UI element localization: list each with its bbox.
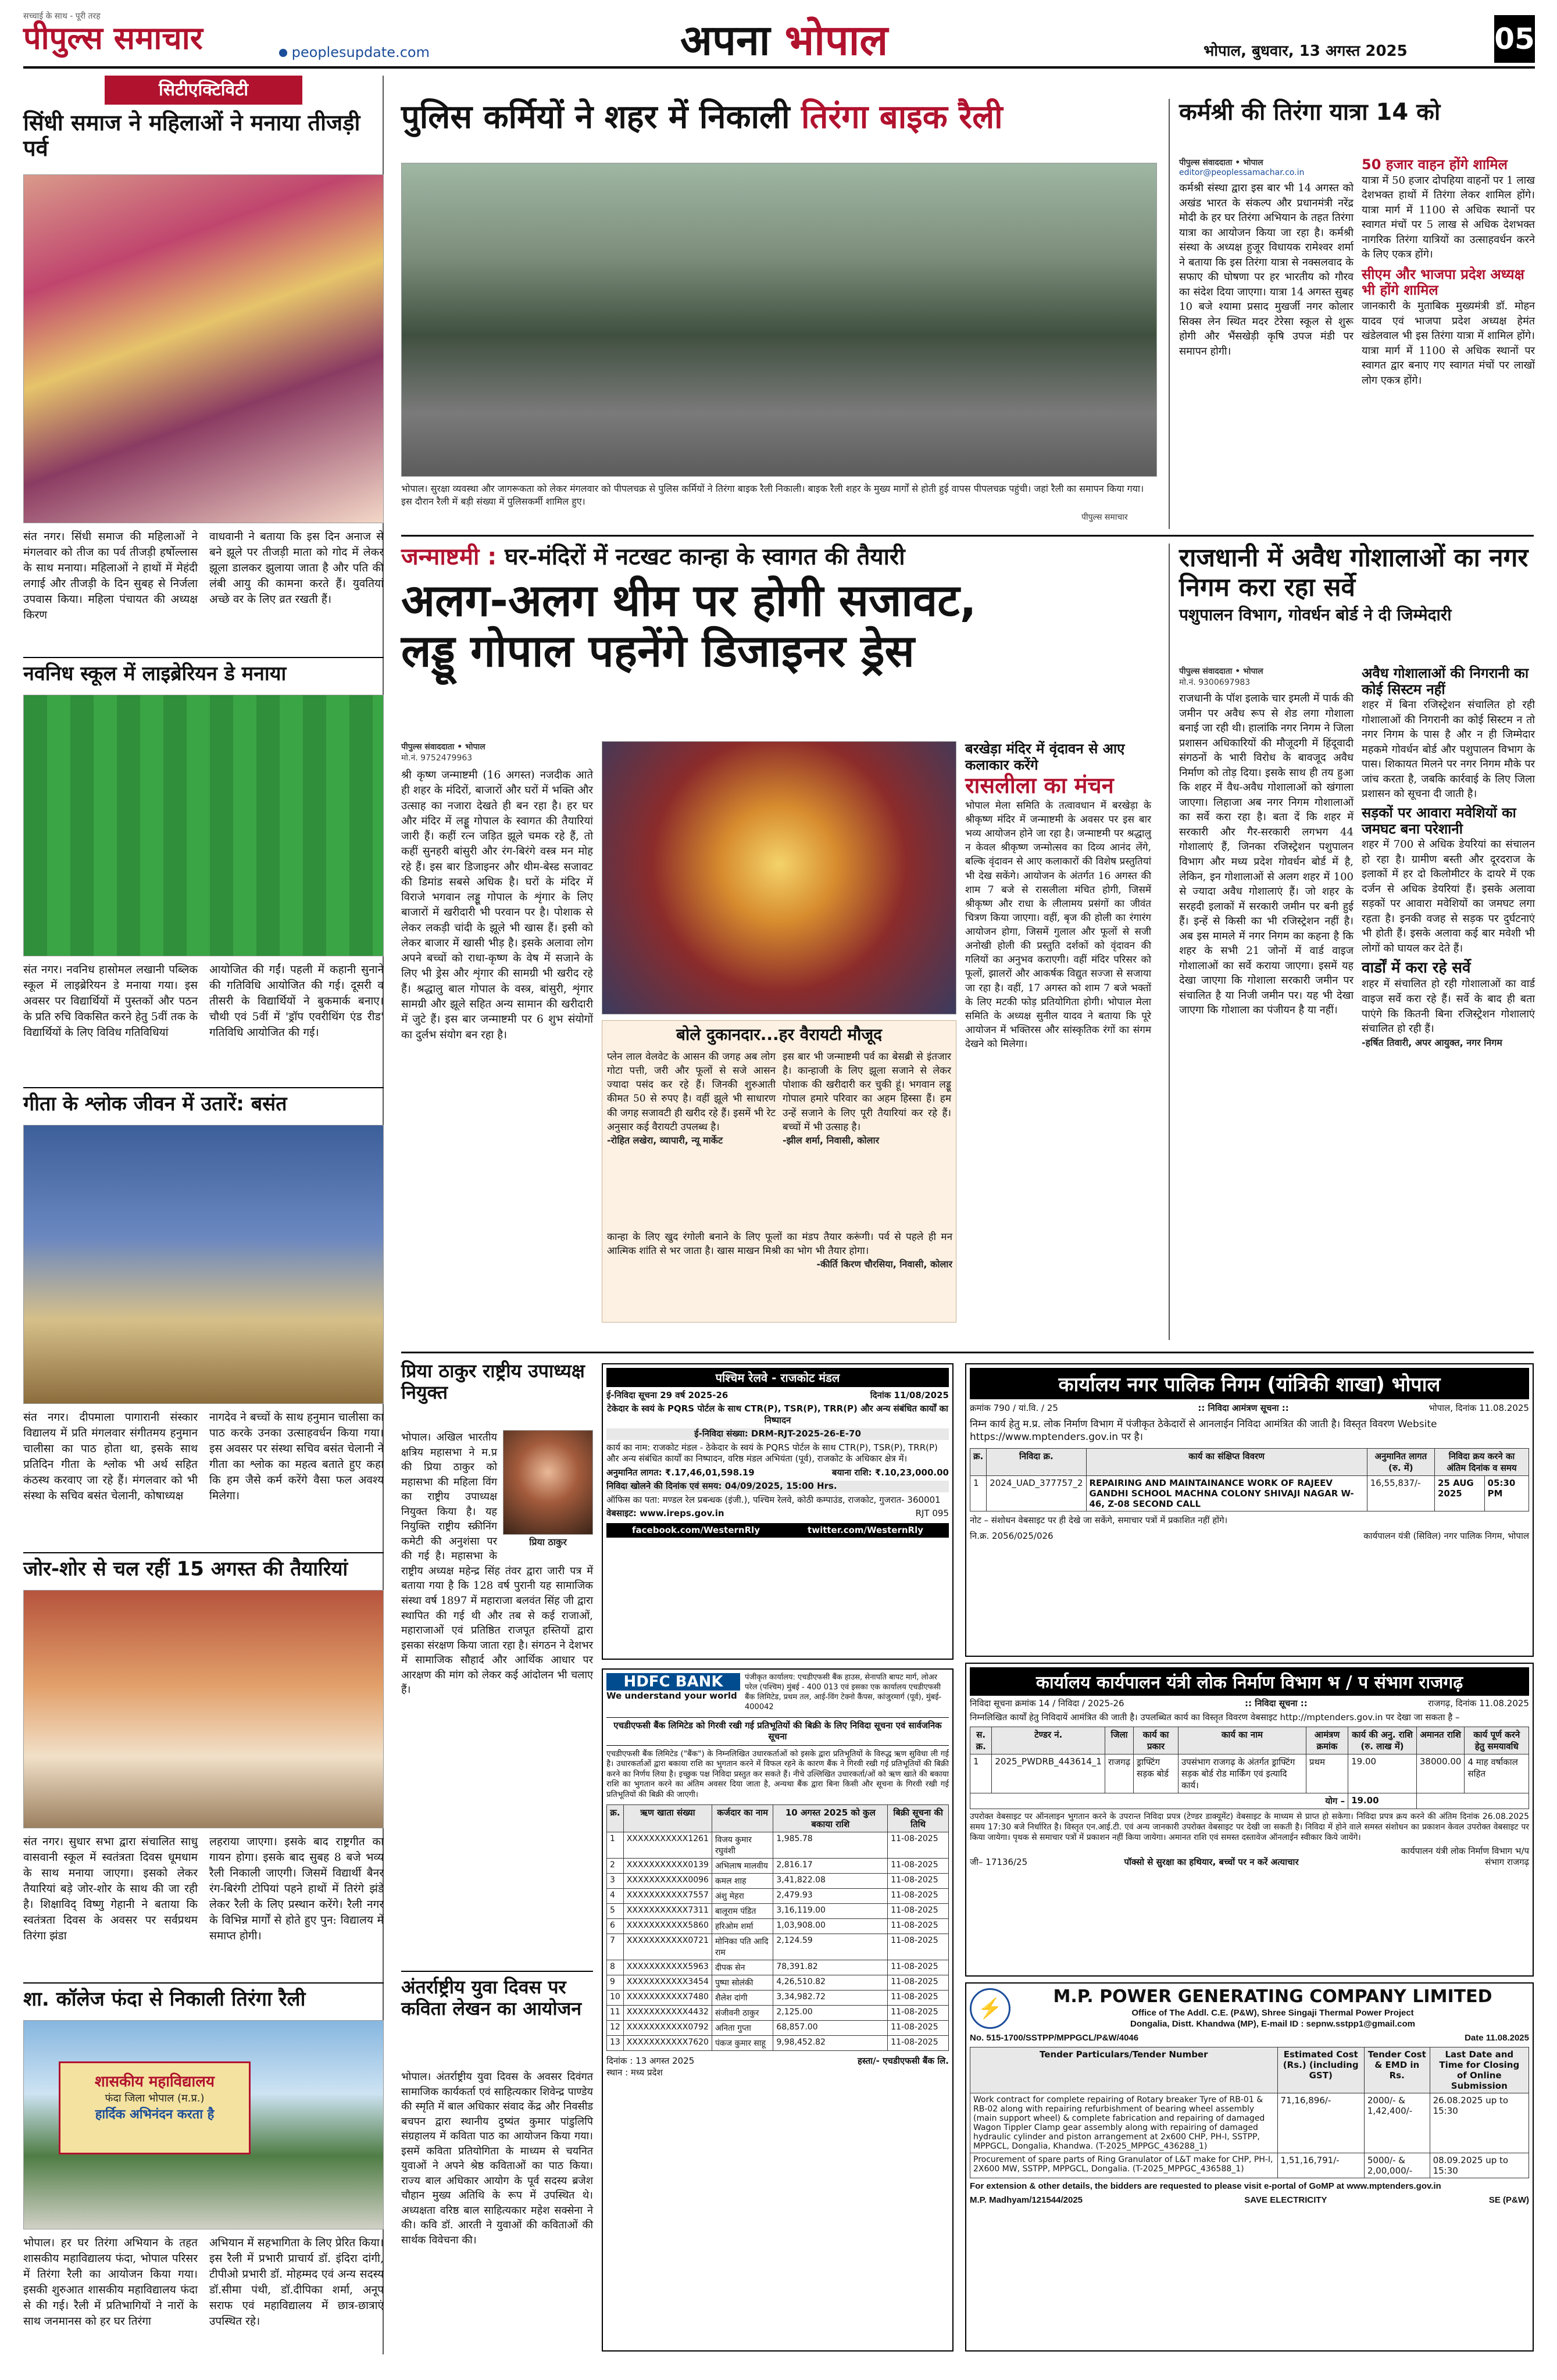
police-rally-credit: पीपुल्स समाचार xyxy=(1081,513,1128,522)
col-header: स. क्र. xyxy=(970,1727,992,1754)
quote-2: इस बार भी जन्माष्टमी पर्व का बेसब्री से इंतजार है। कान्हाजी के लिए झूला सजाने से लेकर पोशाक की खरीदारी कर चुकी हूं। भगवान लड्डू गोपाल हमारे परिवार का अहम हिस्सा हैं। हम उन्हें सजाने के लिए पूरी तैयारियां कर रहे हैं। बच्चों में भी उत्साह है। xyxy=(783,1051,951,1133)
story-librarian-headline: नवनिध स्कूल में लाइब्रेरियन डे मनाया xyxy=(23,662,287,685)
janmashtami-byline: पीपुल्स संवाददाता • भोपाल xyxy=(401,742,485,752)
goshala-text-d: शहर में संचालित हो रही गोशालाओं का वार्ड वाइज सर्वे करा रहे हैं। सर्वे के बाद ही बता पाएंगे कि कितनी बिना रजिस्ट्रेशन गोशालाएं संचालित हो रही हैं। xyxy=(1362,978,1535,1035)
col-header: Last Date and Time for Closing of Online Submission xyxy=(1430,2047,1529,2093)
goshala-byline: पीपुल्स संवाददाता • भोपाल xyxy=(1179,667,1263,676)
divider xyxy=(401,1971,593,1972)
hdfc-notice-head: एचडीएफसी बैंक लिमिटेड को गिरवी रखी गई प्रतिभूतियों की बिक्री के लिए निविदा सूचना एवं सार्वजनिक सूचना xyxy=(606,1717,949,1746)
table-row: 13 XXXXXXXXXXX7620 पंकज कुमार साहू 9,98,452.82 11-08-2025 xyxy=(607,2036,949,2051)
col-header: अमानत राशि xyxy=(1416,1727,1465,1754)
divider xyxy=(23,1552,384,1553)
hdfc-logo: HDFC BANK xyxy=(606,1673,740,1691)
col-header: ऋण खाता संख्या xyxy=(623,1805,712,1832)
story-aug15-text-b: लहराया जाएगा। इसके बाद राष्ट्रगीत का गायन होगा। इसके बाद सुबह 8 बजे भव्य रैली निकाली जाएगी। जिसमें विद्यार्थी बैनर रंग-बिरंगी टोपियां पहने हाथों में तिरंगे झंडे लेकर रैली के लिए प्रस्थान करेंगे। रैली नगर के विभिन्न मार्गों से होते हुए पुन: विद्यालय में समाप्त होगी। xyxy=(209,1835,384,1942)
railway-work-name: कार्य का नाम: राजकोट मंडल - ठेकेदार के स्वयं के PQRS पोर्टल के साथ CTR(P), TSR(P), TRR(P) और अन्य संबंधित कार्यों का निष्पादन, वरिष्ठ मंडल अभियंता (पूर्व), राजकोट के अधिकार क्षेत्र में। xyxy=(606,1442,938,1464)
mppgcl-sign: SE (P&W) xyxy=(1488,2195,1529,2205)
left-column xyxy=(23,76,384,2354)
railway-notice-date: दिनांक 11/08/2025 xyxy=(870,1390,949,1400)
shopkeeper-headline: बोले दुकानदार...हर वैरायटी मौजूद xyxy=(676,1025,882,1044)
goshala-story xyxy=(1169,544,1534,1340)
railway-facebook-link[interactable]: facebook.com/WesternRly xyxy=(632,1524,760,1535)
photo-police-bike-rally xyxy=(401,163,1157,477)
hdfc-signatory: हस्ता/- एचडीएफसी बैंक लि. xyxy=(857,2056,949,2067)
table-row: 3 XXXXXXXXXXX0096 कमल शाह 3,41,822.08 11-08-2025 xyxy=(607,1874,949,1889)
col-header: निविदा क्रय करने का अंतिम दिनांक व समय xyxy=(1434,1448,1529,1475)
col-header: अनुमानित लागत (रु. में) xyxy=(1367,1448,1434,1475)
janmashtami-text-a: श्री कृष्ण जन्माष्टमी (16 अगस्त) नजदीक आते ही शहर के मंदिरों, बाजारों और घरों में भक्ति और उत्साह का नजारा देखते ही बन रहा है। हर घर और मंदिर में लड्डू गोपाल के स्वागत की तैयारियां जारी हैं। कहीं रत्न जड़ित झूले चमक रहे हैं, तो कहीं सुनहरी बांसुरी और रंग-बिरंगे वस्त्र मन मोह रहे हैं। इस बार डिजाइनर और थीम-बेस्ड सजावट की डिमांड सबसे अधिक है। घरों के मंदिर में विराजे भगवान लड्डू गोपाल के शृंगार के लिए बाजारों में खरीदारी भी परवान पर है। पोशाक से लेकर लकड़ी चांदी के झूले भी खास हैं। इसी को लेकर बाजार में खासी भीड़ है। इसके अलावा लोग अपने बच्चों को राधा-कृष्ण के वेष में सजाने के लिए भी ड्रेस और शृंगार की सामग्री भी खरीद रहे हैं। श्रद्धालु बाल गोपाल के वस्त्र, बांसुरी, शृंगार सामग्री और झूले सहित अन्य सामान की खरीदारी में जुटे हैं। इस बार जन्माष्टमी पर 6 शुभ संयोगों का दुर्लभ संयोग बन रहा है। xyxy=(401,769,593,1041)
karmashri-text-c: जानकारी के मुताबिक मुख्यमंत्री डॉ. मोहन यादव एवं भाजपा प्रदेश अध्यक्ष हेमंत खंडेलवाल भी इस तिरंगा यात्रा में शामिल होंगे। यात्रा मार्ग में 1100 से अधिक स्थानों पर स्वागत द्वार बनाए गए स्वागत मंचों पर लाखों लोग एकत्र होंगे। xyxy=(1362,300,1535,387)
raslila-box xyxy=(965,741,1151,1051)
nagar-nigam-intro: निम्न कार्य हेतु म.प्र. लोक निर्माण विभाग में पंजीकृत ठेकेदारों से आनलाईन निविदा आमंत्रित की जाती है। विस्तृत विवरण Website https://www.mptenders.gov.in पर है। xyxy=(970,1418,1437,1443)
nagar-nigam-sign: कार्यपालन यंत्री (सिविल) नगर पालिक निगम, भोपाल xyxy=(1363,1531,1529,1542)
masthead-tagline: सच्चाई के साथ - पूरी तरह xyxy=(23,12,101,21)
table-row: 1 2024_UAD_377757_2 REPAIRING AND MAINTAINANCE WORK OF RAJEEV GANDHI SCHOOL MACHNA COLONY SHIVAJI NAGAR W-46, Z-08 SECOND CALL 16,55,837/- 25 AUG 2025 05:30 PM xyxy=(970,1475,1529,1511)
nagar-nigam-ref: क्रमांक 790 / यां.वि. / 25 xyxy=(970,1403,1058,1413)
story-fanda-text-b: अभियान में सहभागिता के लिए प्रेरित किया। इस रैली में प्रभारी प्राचार्य डॉ. इंदिरा दांगी, टीपीओ प्रभारी डॉ. मोहम्मद एवं अन्य सदस्य डॉ.सीमा पंथी, डॉ.दीपिका शर्मा, अनूप सराफ एवं महाविद्यालय में छात्र-छात्राएं उपस्थित रहे। xyxy=(209,2236,384,2328)
quote-1-by: -रोहित लखेरा, व्यापारी, न्यू मार्केट xyxy=(607,1134,723,1146)
goshala-text-a: राजधानी के पॉश इलाके चार इमली में पार्क की जमीन पर अवैध रूप से शेड लगा गोशाला बनाई जा रही थी। हालांकि नगर निगम ने जिला प्रशासन अधिकारियों की मौजूदगी में हिंदूवादी संगठनों के भारी विरोध के बावजूद अवैध निर्माण को तोड़ दिया। इसके साथ ही तय हुआ कि शहर में वैध-अवैध गोशालाओं को खंगाला जाएगा। लिहाजा अब नगर निगम गोशालाओं का सर्वे करा रहा है। बता दें कि शहर में सरकारी और गैर-सरकारी लगभग 44 गोशालाएं हैं, जिनका रजिस्ट्रेशन पशुपालन विभाग और मध्य प्रदेश गोवर्धन बोर्ड में है, लेकिन, इन गोशालाओं से अलग शहर में 100 से ज्यादा अवैध गोशालाएं हैं। जो शहर के सरहदी इलाकों में सरकारी जमीन पर बनी हुई हैं। इन्हें से किसी का भी रजिस्ट्रेशन नहीं है। अब इस मामले में नगर निगम का कहना है कि शहर के सभी 21 जोनों में वार्ड वाइज गोशालाओं का सर्वे कराया जाएगा। इसमें यह देखा जाएगा कि गोशाला सरकारी जमीन पर संचालित है या निजी जमीन पर। यह भी देखा जाएगा कि गोशाला का पंजीयन है या नहीं। xyxy=(1179,692,1354,1017)
police-rally-headline: पुलिस कर्मियों ने शहर में निकाली तिरंगा बाइक रैली xyxy=(401,98,1003,136)
raslila-text: भोपाल मेला समिति के तत्वावधान में बरखेड़ा के श्रीकृष्ण मंदिर में जन्माष्टमी के अवसर पर इस बार भव्य आयोजन होने जा रहा है। जन्माष्टमी पर श्रद्धालु न केवल श्रीकृष्ण जन्मोत्सव का दिव्य आनंद लेंगे, बल्कि वृंदावन से आए कलाकारों की विशेष प्रस्तुतियां भी देख सकेंगे। आयोजन के अंतर्गत 16 अगस्त की शाम 7 बजे से रासलीला मंचित होगी, जिसमें श्रीकृष्ण और राधा के लीलामय प्रसंगों का जीवंत चित्रण किया जाएगा। वहीं, बृज की होली का रंगारंग आयोजन होगा, जिसमें गुलाल और फूलों से सजी अनोखी होली की प्रस्तुति दर्शकों को वृंदावन की गलियों का अनुभव कराएगी। वहीं मंदिर परिसर को फूलों, झालरों और आकर्षक विद्युत सज्जा से सजाया जा रहा है। वहीं, 17 अगस्त को शाम 7 बजे भक्तों के लिए मटकी फोड़ प्रतियोगिता होगी। भोपाल मेला समिति के अध्यक्ष सुनील यादव ने बताया कि पूरे आयोजन में भक्तिरस और सांस्कृतिक रंगों का संगम देखने को मिलेगा। xyxy=(965,799,1151,1050)
table-row: 6 XXXXXXXXXXX5860 हरिओम शर्मा 1,03,908.00 11-08-2025 xyxy=(607,1919,949,1934)
quote-1: प्लेन लाल वेलवेट के आसन की जगह अब लोग गोटा पत्ती, जरी और फूलों से सजे आसन ज्यादा पसंद कर रहे हैं। जिनकी शुरुआती कीमत 50 से रुपए है। वहीं झूले भी साधारण की जगह सजावटी ही खरीद रहे हैं। इसमें भी रेट अनुसार कई वैरायटी उपलब्ध है। xyxy=(607,1051,776,1133)
mppgcl-office: Office of The Addl. C.E. (P&W), Shree Singaji Thermal Power Project xyxy=(1131,2007,1414,2018)
hdfc-date: दिनांक : 13 अगस्त 2025 xyxy=(606,2056,695,2067)
section-title: अपना भोपाल xyxy=(680,16,888,65)
table-row: 10 XXXXXXXXXXX7480 शैलेश दांगी 3,34,982.72 11-08-2025 xyxy=(607,1991,949,2006)
story-teejdi-text-b: वाधवानी ने बताया कि इस दिन अनाज से बने झूले पर तीजड़ी माता को गोद में लेकर झूला डालकर झुलाया जाता है और पति की लंबी आयु की कामना करते हैं। युवतियां अच्छे वर के लिए व्रत रखती हैं। xyxy=(209,530,384,606)
karmashri-email[interactable]: editor@peoplessamachar.co.in xyxy=(1179,168,1305,177)
divider xyxy=(23,657,384,658)
city-activity-tag: सिटीएक्टिविटी xyxy=(105,76,302,105)
shopkeeper-box xyxy=(602,1020,956,1323)
goshala-sub2: सड़कों पर आवारा मवेशियों का जमघट बना परेशानी xyxy=(1362,805,1516,837)
janmashtami-headline-1: अलग-अलग थीम पर होगी सजावट, xyxy=(401,574,977,626)
col-header: कार्य का प्रकार xyxy=(1134,1727,1179,1754)
railway-closing: निविदा खोलने की दिनांक एवं समय: 04/09/2025, 15:00 Hrs. xyxy=(606,1481,949,1492)
story-gita-text-a: संत नगर। दीपमाला पागारानी संस्कार विद्यालय में प्रति मंगलवार संगीतमय हनुमान चालीसा का पाठ होता था, इसके साथ प्रतिदिन गीता के श्लोक भी अर्थ सहित कंठस्थ करवाए जा रहे हैं। मंगलवार को भी संस्था के सचिव बसंत चेलानी, कोषाध्यक्ष xyxy=(23,1411,198,1502)
col-header: Tender Particulars/Tender Number xyxy=(970,2047,1278,2093)
goshala-headline: राजधानी में अवैध गोशालाओं का नगर निगम करा रहा सर्वे xyxy=(1179,543,1529,602)
divider xyxy=(23,1087,384,1088)
pwd-intro: निम्नलिखित कार्यों हेतु निविदायें आमंत्रित की जाती है। उपलब्धित कार्य का विस्तृत विवरण वेबसाइट http://mptenders.gov.in पर देखा जा सकता है – xyxy=(970,1711,1460,1723)
nagar-nigam-title: कार्यालय नगर पालिक निगम (यांत्रिकी शाखा) भोपाल xyxy=(970,1368,1529,1399)
col-header: कार्य पूर्ण करने हेतु समयावधि xyxy=(1465,1727,1529,1754)
mppgcl-address: Dongalia, Distt. Khandwa (MP), E-mail ID : sepnw.sstpp1@gmail.com xyxy=(1130,2019,1415,2029)
railway-office: ऑफिस का पता: मण्डल रेल प्रबन्धक (इंजी.), पश्चिम रेलवे, कोठी कम्पाउंड, राजकोट, गुजरात- 360001 xyxy=(606,1494,941,1505)
table-row: 2 XXXXXXXXXXX0139 अभिलाष मालवीय 2,816.17 11-08-2025 xyxy=(607,1859,949,1874)
railway-code: RJT 095 xyxy=(915,1508,949,1518)
story-aug15-headline: जोर-शोर से चल रहीं 15 अगस्त की तैयारियां xyxy=(23,1557,348,1581)
col-header: कार्य का नाम xyxy=(1178,1727,1306,1754)
quote-3: कान्हा के लिए खुद रंगोली बनाने के लिए फूलों का मंडप तैयार करूंगी। पर्व से पहले ही मन आत्मिक शांति से भर जाता है। खास माखन मिश्री का भोग भी तैयार होगा। xyxy=(607,1231,952,1257)
karmashri-col-b xyxy=(1362,157,1535,388)
priya-headline: प्रिया ठाकुर राष्ट्रीय उपाध्यक्ष नियुक्त xyxy=(401,1360,585,1403)
police-rally-caption: भोपाल। सुरक्षा व्यवस्था और जागरूकता को लेकर मंगलवार को पीपलचक्र से पुलिस कर्मियों ने तिरंगा बाइक रैली निकाली। बाइक रैली शहर के मुख्य मार्गों से होती हुई वापस पीपलचक्र पहुंची। जहां रैली का समापन किया गया। इस दौरान रैली में बड़ी संख्या में पुलिसकर्मी शामिल हुए। xyxy=(401,483,1144,507)
col-header: बिक्री सूचना की तिथि xyxy=(888,1805,949,1832)
table-row: 1 XXXXXXXXXXX1261 विजय कुमार रघुवंशी 1,985.78 11-08-2025 xyxy=(607,1832,949,1859)
railway-website[interactable]: वेबसाइट: www.ireps.gov.in xyxy=(606,1508,724,1518)
masthead-logo: पीपुल्स समाचार xyxy=(23,19,203,56)
pwd-title: कार्यालय कार्यपालन यंत्री लोक निर्माण विभाग भ / प संभाग राजगढ़ xyxy=(970,1667,1529,1696)
nagar-nigam-no: नि.क्र. 2056/025/026 xyxy=(970,1531,1054,1542)
nagar-nigam-date: भोपाल, दिनांक 11.08.2025 xyxy=(1429,1403,1529,1413)
janmashtami-story xyxy=(401,544,1151,1340)
story-fanda-headline: शा. कॉलेज फंदा से निकाली तिरंगा रैली xyxy=(23,1988,306,2011)
mppgcl-madhyam: M.P. Madhyam/121544/2025 xyxy=(970,2195,1083,2205)
pwd-slogan: पॉक्सो से सुरक्षा का हथियार, बच्चों पर न करें अत्याचार xyxy=(1124,1857,1299,1868)
photo-laddu-gopal xyxy=(602,741,956,1014)
nagar-nigam-notice-title: :: निविदा आमंत्रण सूचना :: xyxy=(1198,1403,1289,1413)
story-gita-headline: गीता के श्लोक जीवन में उतारें: बसंत xyxy=(23,1092,287,1116)
story-librarian-text-b: आयोजित की गईं। पहली में कहानी सुनाने की गतिविधि आयोजित की गई। दूसरी व तीसरी के विद्यार्थियों ने बुकमार्क बनाए। चौथी एवं 5वीं में 'ड्रॉप एवरीथिंग एंड रीड' गतिविधि आयोजित की गई। xyxy=(209,963,384,1039)
janmashtami-kicker: जन्माष्टमी : घर-मंदिरों में नटखट कान्हा के स्वागत की तैयारी xyxy=(401,544,905,570)
college-banner: शासकीय महाविद्यालय फंदा जिला भोपाल (म.प्र.) हार्दिक अभिनंदन करता है xyxy=(59,2061,251,2154)
karmashri-sub2: सीएम और भाजपा प्रदेश अध्यक्ष भी होंगे शामिल xyxy=(1362,266,1524,299)
photo-aug15 xyxy=(23,1590,384,1828)
nagar-nigam-tender-ad xyxy=(965,1363,1534,1657)
goshala-sub3: वार्डों में करा रहे सर्वे xyxy=(1362,959,1471,977)
col-header: क्र. xyxy=(970,1448,987,1475)
goshala-text-c: शहर में 700 से अधिक डेयरियां का संचालन हो रहा है। ग्रामीण बस्ती और दूरदराज के इलाकों में हर दो किलोमीटर के दायरे में एक दर्जन से अधिक डेयरियां हैं। इसके अलावा सड़कों पर आवारा मवेशियों का जमघट लगा रहता है। इनकी वजह से सड़क पर दुर्घटनाएं भी होती हैं। इसके अलावा कई बार मवेशी भी लोगों को घायल कर देते हैं। xyxy=(1362,838,1535,955)
photo-teejdi xyxy=(23,174,384,523)
page-number: 05 xyxy=(1494,15,1535,63)
janmashtami-mobile: मो.नं. 9752479963 xyxy=(401,753,473,763)
mppgcl-ref: No. 515-1700/SSTPP/MPPGCL/P&W/4046 xyxy=(970,2032,1139,2043)
table-row: 1 2025_PWDRB_443614_1 राजगढ़ ड्राफ्टिंग सड़क बोर्ड उपसंभाग राजगढ़ के अंतर्गत ड्राफ्टिंग सड़क बोर्ड रोड मार्किंग एवं इत्यादि कार्य। प्रथम 19.00 38000.00 4 माह वर्षाकाल सहित xyxy=(970,1754,1529,1793)
table-row: 12 XXXXXXXXXXX0792 अनिता गुप्ता 68,857.00 11-08-2025 xyxy=(607,2021,949,2036)
goshala-text-b: शहर में बिना रजिस्ट्रेशन संचालित हो रही गोशालाओं की निगरानी का कोई सिस्टम न तो नगर निगम के पास है और न ही जिम्मेदार महकमे गोवर्धन बोर्ड और पशुपालन विभाग के पास। शिकायत मिलने पर नगर निगम मौके पर जांच करता है, जबकि कार्रवाई के लिए जिला प्रशासन को सूचना दी जाती है। xyxy=(1362,699,1535,801)
photo-fanda-rally xyxy=(23,2020,384,2229)
hdfc-notice-text: एचडीएफसी बैंक लिमिटेड ("बैंक") के निम्नलिखित उधारकर्ताओं को इसके द्वारा प्रतिभूतियों के विरुद्ध ऋण सुविधा ली गई है। उधारकर्ताओं द्वारा बकाया राशि का भुगतान करने में विफल रहने के कारण बैंक ने गिरवी रखी गई प्रतिभूतियों की बिक्री करने का निर्णय लिया है। इच्छुक पक्ष निविदा प्रस्तुत कर सकते हैं। नीचे उल्लिखित उधारकर्ता/ओं को ऋण खाते की बकाया राशि का भुगतान करने का अंतिम अवसर दिया जाता है, अन्यथा बैंक द्वारा बिना किसी और सूचना के गिरवी रखी गई प्रतिभूतियों की बिक्री की जाएगी। xyxy=(606,1749,949,1799)
youth-headline: अंतर्राष्ट्रीय युवा दिवस पर कविता लेखन का आयोजन xyxy=(401,1976,582,2020)
table-row: 7 XXXXXXXXXXX0721 मोनिका पति आदि राम 2,124.59 11-08-2025 xyxy=(607,1934,949,1960)
mppgcl-table xyxy=(970,2047,1529,2178)
goshala-text-d-by: -हर्षित तिवारी, अपर आयुक्त, नगर निगम xyxy=(1362,1037,1502,1048)
karmashri-text-b: यात्रा में 50 हजार दोपहिया वाहनों पर 1 लाख देशभक्त हाथों में तिरंगा लेकर शामिल होंगे। यात्रा मार्ग में 1100 से अधिक स्थानों पर स्वागत मंचों पर 5 लाख से अधिक देशभक्त नागरिक तिरंगा यात्रियों का उत्साहवर्धन करने के लिए एकत्र होंगे। xyxy=(1362,174,1535,261)
railway-cost: अनुमानित लागत: ₹.17,46,01,598.19 xyxy=(606,1467,755,1478)
mppgcl-logo-icon: ⚡ xyxy=(970,1988,1010,2029)
janmashtami-headline-2: लड्डू गोपाल पहनेंगे डिजाइनर ड्रेस xyxy=(401,625,915,677)
divider xyxy=(401,1352,1534,1353)
pwd-notice-title: :: निविदा सूचना :: xyxy=(1244,1698,1308,1709)
hdfc-table xyxy=(606,1804,949,2051)
railway-notice-no: ई-निविदा सूचना 29 वर्ष 2025-26 xyxy=(606,1390,728,1400)
quote-3-by: -कीर्ति किरण चौरसिया, निवासी, कोलार xyxy=(816,1259,952,1270)
janmashtami-col-a xyxy=(401,741,593,1043)
raslila-headline: रासलीला का मंचन xyxy=(965,773,1114,799)
col-header: क्र. xyxy=(607,1805,624,1832)
hdfc-bank-notice xyxy=(602,1668,954,2352)
pwd-ref: निविदा सूचना क्रमांक 14 / निविदा / 2025-26 xyxy=(970,1698,1124,1709)
railway-tender-ad xyxy=(602,1363,954,1660)
masthead xyxy=(23,10,1535,69)
hdfc-tagline: We understand your world xyxy=(606,1691,737,1701)
table-row: 5 XXXXXXXXXXX7311 बालूराम पंडित 3,16,119.00 11-08-2025 xyxy=(607,1904,949,1919)
railway-tender-no: ई-निविदा संख्या: DRM-RJT-2025-26-E-70 xyxy=(606,1428,949,1440)
table-row: Procurement of spare parts of Ring Granulator of L&T make for CHP, PH-I, 2X600 MW, SSTPP, MPPGCL, Dongalia. (T-2025_MPPGC_436588_1) 1,51,16,791/- 5000/- & 2,00,000/- 08.09.2025 up to 15:30 xyxy=(970,2153,1529,2178)
photo-gita xyxy=(23,1125,384,1404)
col-header: Tender Cost & EMD in Rs. xyxy=(1364,2047,1430,2093)
table-total-row: योग – 19.00 xyxy=(970,1793,1529,1809)
nagar-nigam-table xyxy=(970,1448,1529,1511)
mppgcl-date: Date 11.08.2025 xyxy=(1465,2032,1529,2043)
pwd-sign: कार्यपालन यंत्री लोक निर्माण विभाग भ/प संभाग राजगढ़ xyxy=(1401,1845,1529,1868)
railway-work-title: टेकेदार के स्वयं के PQRS पोर्टल के साथ CTR(P), TSR(P), TRR(P) और अन्य संबंधित कार्यों का निष्पादन xyxy=(607,1403,948,1425)
karmashri-byline: पीपुल्स संवाददाता • भोपाल xyxy=(1179,158,1263,167)
divider xyxy=(23,1982,384,1984)
pwd-notes: उपरोक्त वेबसाइट पर ऑनलाइन भुगतान करने के उपरान्त निविदा प्रपत्र (टेण्डर डाक्यूमेंट) वेबसाइट के माध्यम से प्राप्त हो सकेगा। निविदा प्रपत्र क्रय करने की अंतिम दिनांक 26.08.2025 समय 17:30 बजे निर्धारित है। विस्तृत एन.आई.टी. एवं अन्य जानकारी उपरोक्त वेबसाइट पर देखी जा सकती है। निविदा में होने वाले समस्त संशोधन का प्रकाशन केवल उपरोक्त वेबसाइट पर किया जायेगा। पृथक से समाचार पत्रों में प्रकाशन नहीं किया जायेगा। अमानत राशि एवं समस्त दस्तावेज ऑनलाईन स्वीकार किये जायेंगे। xyxy=(970,1812,1529,1843)
youth-text: भोपाल। अंतर्राष्ट्रीय युवा दिवस के अवसर दिवंगत सामाजिक कार्यकर्ता एवं साहित्यकार शिवेन्द्र पाण्डेय की स्मृति में बाल अधिकार संवाद केंद्र और निवसीड बचपन द्वारा स्थानीय दुष्यंत कुमार पांडुलिपि संग्रहालय में कविता पाठ का आयोजन किया गया। इसमें कविता प्रतियोगिता के माध्यम से चयनित युवाओं ने अपने श्रेष्ठ कविताओं का पाठ किया। राज्य बाल अधिकार आयोग के पूर्व सदस्य ब्रजेश चौहान मुख्य अतिथि के रूप में उपस्थित थे। अध्यक्षता वरिष्ठ बाल साहित्यकार महेश सक्सेना ने की। कवि डॉ. आरती ने युवाओं की कविताओं की सार्थक विवेचना की। xyxy=(401,2071,593,2247)
hdfc-place: स्थान : मध्य प्रदेश xyxy=(606,2067,663,2078)
col-header: जिला xyxy=(1105,1727,1133,1754)
railway-twitter-link[interactable]: twitter.com/WesternRly xyxy=(808,1524,923,1535)
masthead-site[interactable]: peoplesupdate.com xyxy=(279,44,430,60)
col-header: कार्य की अनु. राशि (रु. लाख में) xyxy=(1348,1727,1417,1754)
divider xyxy=(401,535,1534,537)
story-teejdi-headline: सिंधी समाज ने महिलाओं ने मनाया तीजड़ी पर्व xyxy=(23,110,360,161)
priya-photo-caption: प्रिया ठाकुर xyxy=(529,1536,567,1548)
story-aug15-text-a: संत नगर। सुधार सभा द्वारा संचालित साधु वासवानी स्कूल में स्वतंत्रता दिवस धूमधाम के साथ मनाया जाएगा। इसको लेकर तैयारियां बड़े जोर-शोर के साथ की जा रही है। शिक्षाविद् विष्णु गेहानी ने बताया कि स्वतंत्रता दिवस के अवसर पर सर्वप्रथम तिरंगा झंडा xyxy=(23,1835,198,1942)
table-row: 11 XXXXXXXXXXX4432 संजीवनी ठाकुर 2,125.00 11-08-2025 xyxy=(607,2006,949,2021)
globe-icon xyxy=(279,49,287,57)
railway-dept: पश्चिम रेलवे - राजकोट मंडल xyxy=(606,1368,949,1387)
story-gita-text-b: नागदेव ने बच्चों के साथ हनुमान चालीसा का पाठ करके उनका उत्साहवर्धन किया गया। इस अवसर पर संस्था सचिव बसंत चेलानी ने गीता का श्लोक का महत्व बताते हुए कहा कि हम जैसे कर्म करेंगे वैसा फल अवश्य मिलेगा। xyxy=(209,1411,384,1502)
photo-librarian-day xyxy=(23,695,384,956)
col-header: 10 अगस्त 2025 को कुल बकाया राशि xyxy=(773,1805,888,1832)
table-row: 4 XXXXXXXXXXX7557 अंशु मेहरा 2,479.93 11-08-2025 xyxy=(607,1889,949,1904)
pwd-foot-no: जी– 17136/25 xyxy=(970,1857,1028,1868)
story-teejdi-text-a: संत नगर। सिंधी समाज की महिलाओं ने मंगलवार को तीज का पर्व तीजड़ी हर्षोल्लास के साथ मनाया। महिलाओं ने हाथों में मेहंदी लगाई और तीजड़ी के दिन सुबह से निर्जला उपवास किया। महिला पंचायत की अध्यक्ष किरण xyxy=(23,530,198,621)
hdfc-address: पंजीकृत कार्यालय: एचडीएफसी बैंक हाउस, सेनापति बापट मार्ग, लोअर परेल (पश्चिम) मुंबई - 400 013 एवं इसका एक कार्यालय एचडीएफसी बैंक लिमिटेड, प्रथम तल, आई-विंग टेक्नो कैंपस, कांजुरमार्ग (पूर्व), मुंबई- 400042 xyxy=(745,1673,942,1711)
karmashri-sub1: 50 हजार वाहन होंगे शामिल xyxy=(1362,156,1508,173)
karmashri-text-a: कर्मश्री संस्था द्वारा इस बार भी 14 अगस्त को अखंड भारत के संकल्प और प्रधानमंत्री नरेंद्र मोदी के हर घर तिरंगा अभियान के तहत तिरंगा यात्रा का आयोजन किया जा रहा है। कर्मश्री संस्था के अध्यक्ष हुजूर विधायक रामेश्वर शर्मा ने बताया कि इस तिरंगा यात्रा से नक्सलवाद के सफाए की घोषणा पर हर भारतीय को गौरव का संदेश दिया जाएगा। यात्रा 14 अगस्त सुबह 10 बजे श्यामा प्रसाद मुखर्जी नगर कोलार सिक्स लेन स्थित मदर टेरेसा स्कूल से शुरू होगी और भैंसखेड़ी कृषि उपज मंडी पर समापन होगी। xyxy=(1179,182,1354,358)
story-librarian-text-a: संत नगर। नवनिध हासोमल लखानी पब्लिक स्कूल में लाइब्रेरियन डे मनाया गया। इस अवसर पर विद्यार्थियों में पुस्तकों और पठन के प्रति रुचि विकसित करने हेतु 5वीं तक के विद्यार्थियों के लिए विविध गतिविधियां xyxy=(23,963,198,1039)
table-row: 8 XXXXXXXXXXX5963 दीपक सेन 78,391.82 11-08-2025 xyxy=(607,1960,949,1975)
date-line: भोपाल, बुधवार, 13 अगस्त 2025 xyxy=(1204,42,1408,60)
col-header: आमंत्रण क्रमांक xyxy=(1306,1727,1348,1754)
mppgcl-name: M.P. POWER GENERATING COMPANY LIMITED xyxy=(1053,1986,1492,2007)
goshala-subhead: पशुपालन विभाग, गोवर्धन बोर्ड ने दी जिम्मेदारी xyxy=(1179,605,1452,625)
col-header: निविदा क्र. xyxy=(987,1448,1086,1475)
col-header: कार्य का संक्षिप्त विवरण xyxy=(1086,1448,1367,1475)
pwd-rajgarh-tender-ad xyxy=(965,1663,1534,1977)
table-row: 9 XXXXXXXXXXX3454 पुष्पा सोलंकी 4,26,510.82 11-08-2025 xyxy=(607,1975,949,1991)
pwd-table xyxy=(970,1727,1529,1809)
mppgcl-tender-ad xyxy=(965,1982,1534,2352)
railway-emd: बयाना राशि: ₹.10,23,000.00 xyxy=(831,1467,949,1478)
karmashri-headline: कर्मश्री की तिरंगा यात्रा 14 को xyxy=(1179,99,1441,126)
quote-2-by: -झील शर्मा, निवासी, कोलार xyxy=(783,1134,880,1146)
nagar-nigam-note: नोट – संशोधन वेबसाइट पर ही देखे जा सकेंगे, समाचार पत्रों में प्रकाशित नहीं होंगे। xyxy=(970,1514,1228,1525)
karmashri-col-a xyxy=(1179,157,1354,359)
story-fanda-text-a: भोपाल। हर घर तिरंगा अभियान के तहत शासकीय महाविद्यालय फंदा, भोपाल परिसर में तिरंगा रैली का आयोजन किया गया। इसकी शुरुआत शासकीय महाविद्यालय फंदा से की गई। रैली में प्रतिभागियों ने नारों के साथ जनमानस को हर घर तिरंगा xyxy=(23,2236,198,2328)
raslila-kicker: बरखेड़ा मंदिर में वृंदावन से आए कलाकार करेंगे xyxy=(965,741,1125,773)
goshala-sub1: अवैध गोशालाओं की निगरानी का कोई सिस्टम नहीं xyxy=(1362,665,1529,698)
briefs-column xyxy=(401,1360,593,2349)
col-header: कर्जदार का नाम xyxy=(712,1805,773,1832)
pwd-date: राजगढ़, दिनांक 11.08.2025 xyxy=(1428,1698,1529,1709)
goshala-mobile: मो.नं. 9300697983 xyxy=(1179,678,1251,687)
table-row: Work contract for complete repairing of Rotary breaker Tyre of RB-01 & RB-02 along with repairing refurbishment of bearing wheel assembly (main support wheel) & complete fabrication and repairing of damaged Wagon Tippler Clamp gear assembly along with repairing of damaged hydraulic cylinder and piston arrangement at 2x600 CHP, PH-I, SSTPP, MPPGCL, Dongalia, Khandwa. (T-2025_MPPGC_436288_1) 71,16,896/- 2000/- & 1,42,400/- 26.08.2025 up to 15:30 xyxy=(970,2093,1529,2153)
col-header: टेण्डर नं. xyxy=(992,1727,1105,1754)
mppgcl-slogan: SAVE ELECTRICITY xyxy=(1244,2195,1327,2205)
priya-text: भोपाल। अखिल भारतीय क्षत्रिय महासभा ने म.प्र की प्रिया ठाकुर को महासभा की महिला विंग का राष्ट्रीय उपाध्यक्ष नियुक्त किया है। यह नियुक्ति राष्ट्रीय स्क्रीनिंग कमेटी की अनुशंसा पर की गई है। महासभा के राष्ट्रीय अध्यक्ष महेन्द्र सिंह तंवर द्वारा जारी पत्र में बताया गया है कि 128 वर्ष पुरानी यह सामाजिक संस्था वर्ष 1897 में महाराजा बलवंत सिंह जी द्वारा स्थापित की गई थी और तब से कई राजाओं, महाराजाओं एवं प्रतिष्ठित राजपूत हस्तियों द्वारा इसका संरक्षण किया जाता रहा है। संगठन ने देशभर में सामाजिक सौहार्द और आर्थिक आधार पर आरक्षण की मांग को लेकर कई आंदोलन भी चलाए हैं। xyxy=(401,1431,593,1696)
karmashri-story xyxy=(1169,99,1534,529)
col-header: Estimated Cost (Rs.) (including GST) xyxy=(1277,2047,1364,2093)
mppgcl-note: For extension & other details, the bidders are requested to please visit e-portal of GoMP at www.mptenders.gov.in xyxy=(970,2181,1441,2191)
